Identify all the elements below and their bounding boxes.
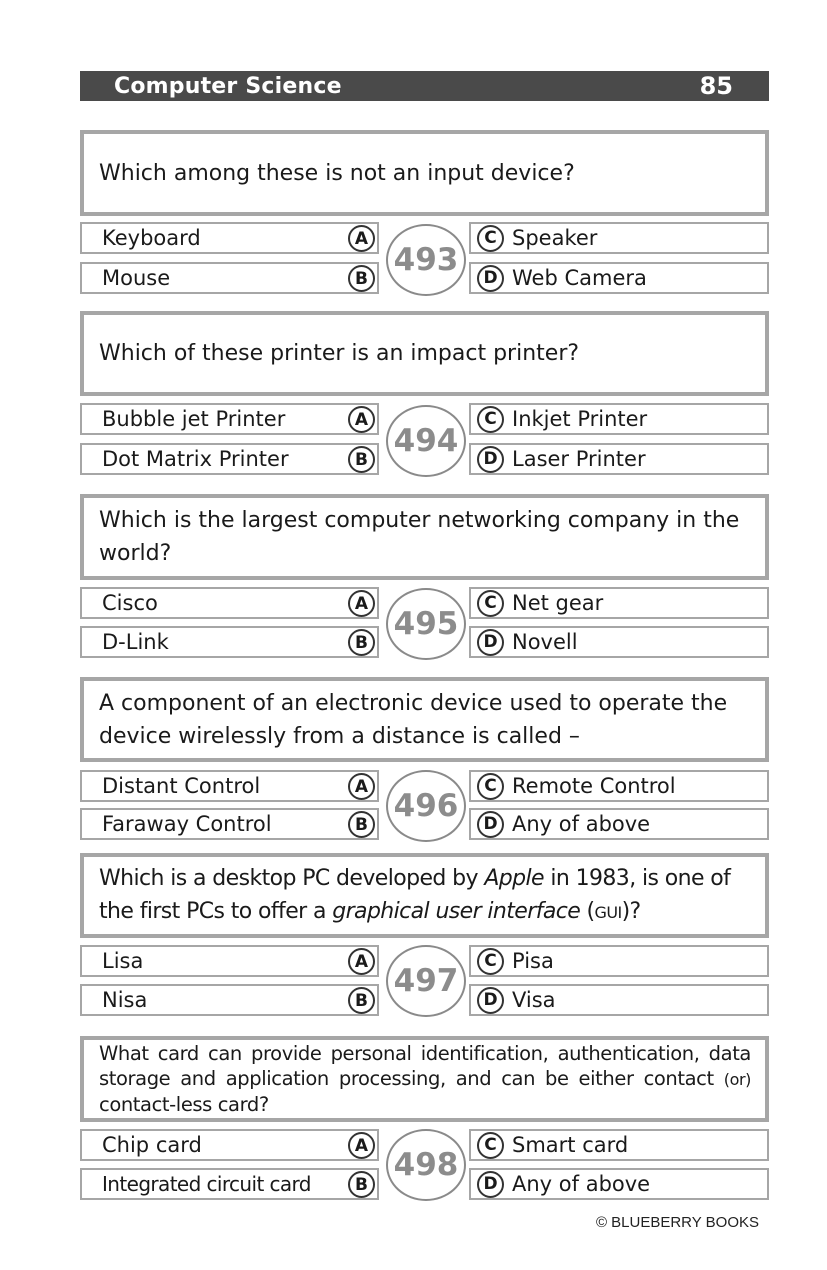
copyright-text: © BLUEBERRY BOOKS bbox=[595, 1214, 759, 1231]
option-text: Pisa bbox=[512, 949, 554, 973]
question-number: 495 bbox=[386, 588, 466, 660]
option-text: Chip card bbox=[102, 1133, 202, 1157]
question-text: Which among these is not an input device? bbox=[99, 160, 575, 186]
option-d[interactable] bbox=[469, 443, 769, 475]
question-number: 498 bbox=[386, 1129, 466, 1201]
option-b[interactable] bbox=[80, 1168, 379, 1200]
option-text: Novell bbox=[512, 630, 578, 654]
option-letter-a: A bbox=[348, 773, 375, 800]
question-text: Which is a desktop PC developed by Apple in 1983, is one of the first PCs to offer a graphical user interface (GUI)? bbox=[99, 866, 731, 924]
option-c[interactable] bbox=[469, 403, 769, 435]
question-text: Which of these printer is an impact printer? bbox=[99, 341, 580, 366]
question-number: 496 bbox=[386, 770, 466, 842]
option-text: Nisa bbox=[102, 988, 148, 1012]
option-text: Net gear bbox=[512, 591, 604, 615]
option-text: Mouse bbox=[102, 266, 171, 290]
option-letter-b: B bbox=[348, 1171, 375, 1198]
option-letter-d: D bbox=[477, 987, 504, 1014]
option-letter-c: C bbox=[477, 1132, 504, 1159]
option-d[interactable] bbox=[469, 984, 769, 1016]
section-title: Computer Science bbox=[114, 73, 342, 99]
option-d[interactable] bbox=[469, 808, 769, 840]
option-text: Speaker bbox=[512, 226, 598, 250]
option-c[interactable] bbox=[469, 770, 769, 802]
option-text: Inkjet Printer bbox=[512, 407, 648, 431]
option-text: Web Camera bbox=[512, 266, 647, 290]
question-box bbox=[80, 1036, 769, 1122]
option-a[interactable] bbox=[80, 770, 379, 802]
option-a[interactable] bbox=[80, 403, 379, 435]
option-letter-d: D bbox=[477, 629, 504, 656]
question-box bbox=[80, 853, 769, 938]
option-letter-b: B bbox=[348, 446, 375, 473]
option-letter-b: B bbox=[348, 987, 375, 1014]
question-number: 497 bbox=[386, 945, 466, 1017]
option-letter-b: B bbox=[348, 811, 375, 838]
option-letter-a: A bbox=[348, 406, 375, 433]
question-text: Which is the largest computer networking company in the world? bbox=[99, 508, 740, 566]
option-text: Laser Printer bbox=[512, 447, 646, 471]
option-letter-d: D bbox=[477, 811, 504, 838]
option-letter-b: B bbox=[348, 629, 375, 656]
option-letter-d: D bbox=[477, 446, 504, 473]
option-letter-c: C bbox=[477, 225, 504, 252]
option-text: Bubble jet Printer bbox=[102, 407, 286, 431]
option-a[interactable] bbox=[80, 945, 379, 977]
option-a[interactable] bbox=[80, 587, 379, 619]
question-box bbox=[80, 311, 769, 396]
option-text: Integrated circuit card bbox=[102, 1172, 311, 1196]
option-text: Distant Control bbox=[102, 774, 261, 798]
option-letter-b: B bbox=[348, 265, 375, 292]
option-text: Keyboard bbox=[102, 226, 201, 250]
option-letter-a: A bbox=[348, 590, 375, 617]
option-letter-a: A bbox=[348, 1132, 375, 1159]
question-text: A component of an electronic device used to operate the device wirelessly from a distance is called – bbox=[99, 690, 728, 749]
option-letter-a: A bbox=[348, 948, 375, 975]
option-text: Any of above bbox=[512, 812, 651, 836]
option-letter-c: C bbox=[477, 406, 504, 433]
question-box bbox=[80, 677, 769, 762]
option-text: Faraway Control bbox=[102, 812, 272, 836]
question-text: What card can provide personal identification, authentication, data storage and application processing, and can be either contact (or) contact-less card? bbox=[99, 1042, 751, 1116]
page-number: 85 bbox=[699, 72, 733, 100]
option-a[interactable] bbox=[80, 1129, 379, 1161]
option-letter-c: C bbox=[477, 773, 504, 800]
option-text: Cisco bbox=[102, 591, 158, 615]
option-c[interactable] bbox=[469, 587, 769, 619]
option-b[interactable] bbox=[80, 808, 379, 840]
option-letter-c: C bbox=[477, 590, 504, 617]
option-text: Remote Control bbox=[512, 774, 676, 798]
option-c[interactable] bbox=[469, 1129, 769, 1161]
option-b[interactable] bbox=[80, 262, 379, 294]
option-text: Smart card bbox=[512, 1133, 629, 1157]
question-number: 493 bbox=[386, 224, 466, 296]
option-b[interactable] bbox=[80, 984, 379, 1016]
option-c[interactable] bbox=[469, 945, 769, 977]
question-box bbox=[80, 494, 769, 580]
option-letter-d: D bbox=[477, 1171, 504, 1198]
option-text: Visa bbox=[512, 988, 556, 1012]
option-b[interactable] bbox=[80, 626, 379, 658]
question-box bbox=[80, 130, 769, 216]
option-text: D-Link bbox=[102, 630, 169, 654]
option-text: Lisa bbox=[102, 949, 144, 973]
option-d[interactable] bbox=[469, 262, 769, 294]
option-a[interactable] bbox=[80, 222, 379, 254]
option-letter-c: C bbox=[477, 948, 504, 975]
page-header bbox=[80, 71, 769, 101]
option-b[interactable] bbox=[80, 443, 379, 475]
option-d[interactable] bbox=[469, 1168, 769, 1200]
option-letter-a: A bbox=[348, 225, 375, 252]
option-d[interactable] bbox=[469, 626, 769, 658]
option-text: Dot Matrix Printer bbox=[102, 447, 289, 471]
option-c[interactable] bbox=[469, 222, 769, 254]
option-text: Any of above bbox=[512, 1172, 651, 1196]
question-number: 494 bbox=[386, 405, 466, 477]
option-letter-d: D bbox=[477, 265, 504, 292]
